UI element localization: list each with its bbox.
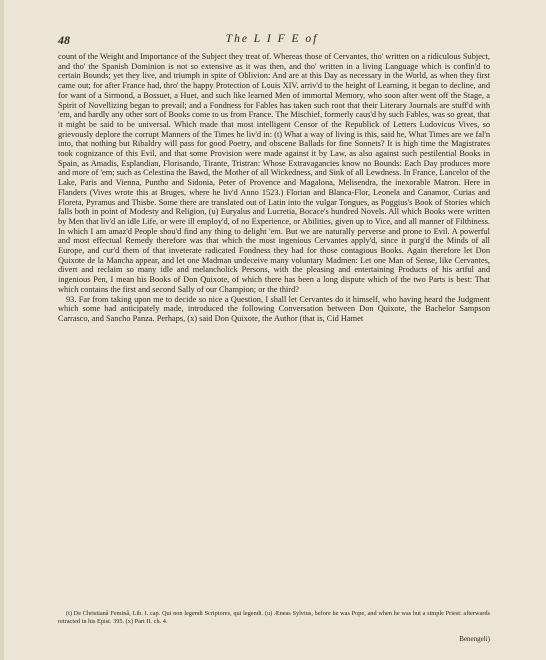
footnotes	[58, 610, 490, 625]
page-number: 48	[58, 33, 70, 47]
footnote-text: (t) De Christianâ Feminâ, Lib. I. cap. Qui non legendi Scriptores, qui legendi. (u) Æneas Sylvius, before he was Pope, and when he was but a simple Priest: afterwards retracted in his Epist. 395. (x) Part II. ch. 4.	[58, 610, 490, 625]
page-header	[58, 33, 486, 49]
running-title: The L I F E of	[225, 33, 319, 45]
paragraph-main: count of the Weight and Importance of the Subject they treat of. Whereas those of Cervantes, tho' written on a ridiculous Subject, and tho' the Spanish Dominion is not so extensive as it was then, and tho' written in a living Language which is confin'd to certain Bounds; yet they live, and triumph in spite of Oblivion: And are at this Day as necessary in the World, as when they first came out; for after France had, thro' the happy Protection of Louis XIV. arriv'd to the height of Learning, it began to decline, and for want of a Sirmond, a Bossuet, a Huet, and such like learned Men of immortal Memory, who soon after went off the Stage, a Spirit of Novellizing began to prevail; and a Fondness for Fables has taken such root that their Literary Journals are stuff'd with 'em, and hardly any other sort of Books come to us from France. The Mischief, formerly caus'd by such Fables, was so great, that it might be said to be universal. Which made that most intelligent Censor of the Republick of Letters Ludovicus Vives, so grievously deplore the corrupt Manners of the Times he liv'd in: (t) What a way of living is this, said he, What Times are we fal'n into, that nothing but Ribaldry will pass for good Poetry, and obscene Ballads for fine Sonnets? It is high time the Magistrates took cognizance of this Evil, and that some Provision were made against it by Law, as also against such pestilential Books in Spain, as Amadis, Esplandian, Florisando, Tirante, Tristran: Whose Extravagancies know no Bounds: Each Day produces more and more of 'em; such as Celestina the Bawd, the Mother of all Wickedness, and Sink of all Lewdness. In France, Lancelot of the Lake, Paris and Vienna, Puntho and Sidonia, Peter of Provence and Magalona, Melisendra, the inexorable Matron. Here in Flanders (Vives wrote this at Bruges, where he liv'd Anno 1523.) Florian and Blanca-Flor, Leonela and Canamor, Curias and Floreta, Pyramus and Thisbe. Some there are translated out of Latin into the vulgar Tongues, as Poggius's Book of Stories which falls both in point of Modesty and Religion, (u) Euryalus and Lucretia, Bocace's hundred Novels. All which Books were written by Men that liv'd an idle Life, or were ill employ'd, of no Experience, or Abilities, given up to Vice, and all manner of Filthiness. In which I am amaz'd People shou'd find any thing to delight 'em. But we are naturally perverse and prone to Evil. A powerful and most effectual Remedy therefore was that which the most ingenious Cervantes apply'd, since it purg'd the Minds of all Europe, and cur'd them of that inveterate radicated Fondness they had for those contagious Books. Again therefore let Don Quixote de la Mancha appear, and let one Madman undeceive many voluntary Madmen: Let one Man of Sense, like Cervantes, divert and reclaim so many idle and melancholick Persons, with the pleasing and entertaining Products of his artful and ingenious Pen, I mean his Books of Don Quixote, of which there has been a long dispute which of the two Parts is best: That which contains the first and second Sally of our Champion; or the third?	[58, 52, 490, 294]
paragraph-93: 93. Far from taking upon me to decide so nice a Question, I shall let Cervantes do it himself, who having heard the Judgment which some had anticipately made, introduced the following Conversation between Don Quixote, the Bachelor Sampson Carrasco, and Sancho Panza. Perhaps, (x) said Don Quixote, the Author (that is, Cid Hamet	[58, 294, 490, 323]
page-edge	[0, 0, 4, 660]
catchword: Benengeli)	[459, 635, 490, 643]
body-text	[58, 52, 490, 324]
